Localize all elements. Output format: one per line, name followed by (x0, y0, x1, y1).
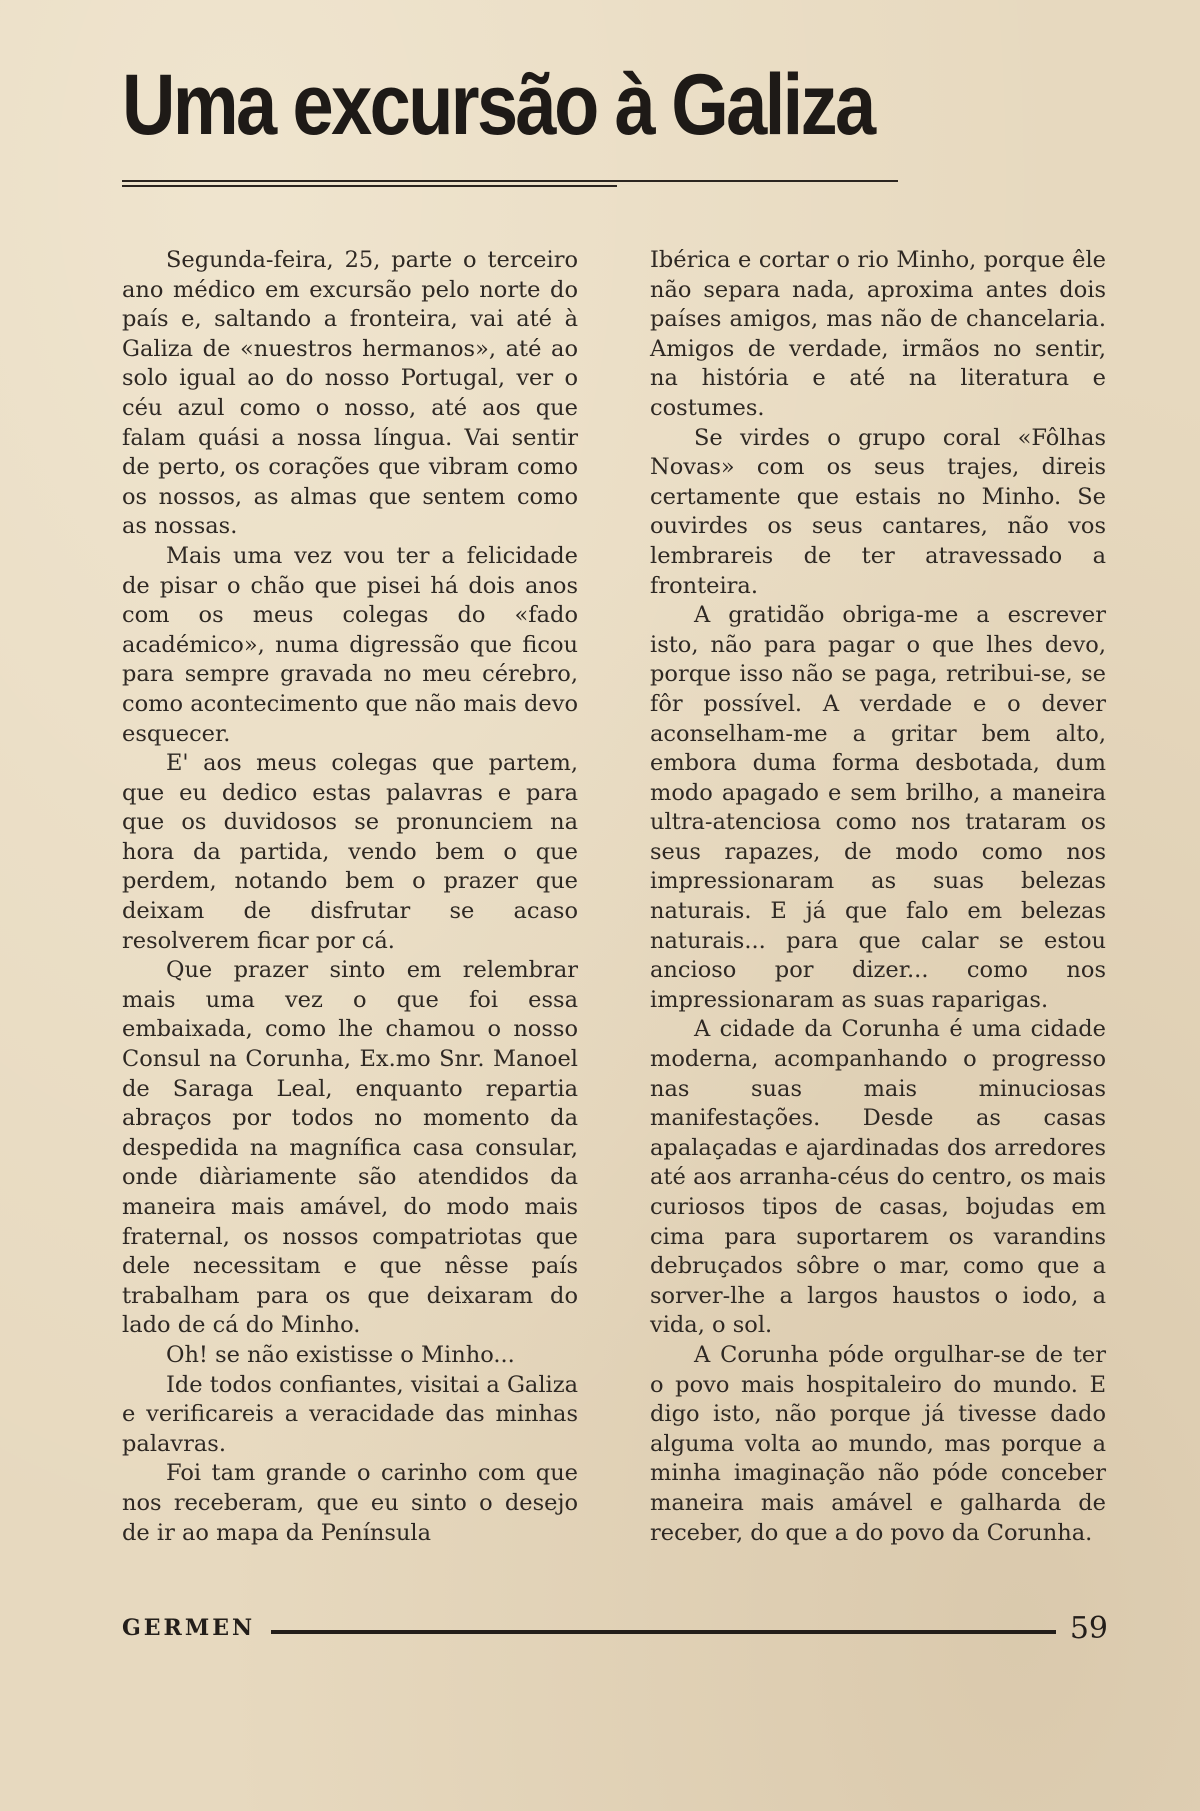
paragraph: E' aos meus colegas que partem, que eu dedico estas palavras e para que os duvidosos se pronunciem na hora da partida, vendo bem o que perdem, notando bem o prazer que deixam de disfrutar se acaso resolverem ficar por cá. (122, 750, 578, 954)
paragraph: Foi tam grande o carinho com que nos receberam, que eu sinto o desejo de ir ao mapa da Península (122, 1460, 578, 1546)
right-column (650, 246, 1106, 1548)
paragraph: Que prazer sinto em relembrar mais uma vez o que foi essa embaixada, como lhe chamou o nosso Consul na Corunha, Ex.mo Snr. Manoel de Saraga Leal, enquanto repartia abraços por todos no momento da despedida na magnífica casa consular, onde diàriamente são atendidos da maneira mais amável, do modo mais fraternal, os nossos compatriotas que dele necessitam e que nêsse país trabalham para os que deixaram do lado de cá do Minho. (122, 957, 578, 1339)
paragraph: Oh! se não existisse o Minho... (166, 1341, 515, 1368)
paragraph: Segunda-feira, 25, parte o terceiro ano médico em excursão pelo norte do país e, saltando a fronteira, vai até à Galiza de «nuestros hermanos», até ao solo igual ao do nosso Portugal, ver o céu azul como o nosso, até aos que falam quási a nossa língua. Vai sentir de perto, os corações que vibram como os nossos, as almas que sentem como as nossas. (122, 247, 578, 540)
paragraph: Se virdes o grupo coral «Fôlhas Novas» com os seus trajes, direis certamente que estais no Minho. Se ouvirdes os seus cantares, não vos lembrareis de ter atravessado a fronteira. (650, 424, 1106, 599)
page-footer (122, 1608, 1108, 1648)
page-number: 59 (1069, 1610, 1108, 1646)
paragraph-continued: Ibérica e cortar o rio Minho, porque êle não separa nada, aproxima antes dois países amigos, mas não de chancelaria. Amigos de verdade, irmãos no sentir, na história e até na literatura e costumes. (650, 247, 1106, 421)
article-title: Uma excursão à Galiza (122, 57, 874, 153)
title-rule (122, 180, 898, 182)
magazine-name: GERMEN (122, 1615, 256, 1641)
left-column (122, 246, 578, 1548)
paragraph: A gratidão obriga-me a escrever isto, não para pagar o que lhes devo, porque isso não se paga, retribui-se, se fôr possível. A verdade e o dever aconselham-me a gritar bem alto, embora duma forma desbotada, dum modo apagado e sem brilho, a maneira ultra-atenciosa como nos trataram os seus rapazes, de modo como nos impressionaram as suas belezas naturais. E já que falo em belezas naturais... para que calar se estou ancioso por dizer... como nos impressionaram as suas raparigas. (650, 602, 1106, 1013)
paragraph: Mais uma vez vou ter a felicidade de pisar o chão que pisei há dois anos com os meus colegas do «fado académico», numa digressão que ficou para sempre gravada no meu cérebro, como acontecimento que não mais devo esquecer. (122, 542, 578, 747)
footer-rule (271, 1630, 1056, 1634)
paragraph: A Corunha póde orgulhar-se de ter o povo mais hospitaleiro do mundo. E digo isto, não porque já tivesse dado alguma volta ao mundo, mas porque a minha imaginação não póde conceber maneira mais amável e galharda de receber, do que a do povo da Corunha. (650, 1341, 1106, 1546)
paragraph: Ide todos confiantes, visitai a Galiza e verificareis a veracidade das minhas palavras. (122, 1371, 578, 1457)
paragraph: A cidade da Corunha é uma cidade moderna, acompanhando o progresso nas suas mais minuciosas manifestações. Desde as casas apalaçadas e ajardinadas dos arredores até aos arranha-céus do centro, os mais curiosos tipos de casas, bojudas em cima para suportarem os varandins debruçados sôbre o mar, como que a sorver-lhe a largos haustos o iodo, a vida, o sol. (650, 1016, 1106, 1339)
